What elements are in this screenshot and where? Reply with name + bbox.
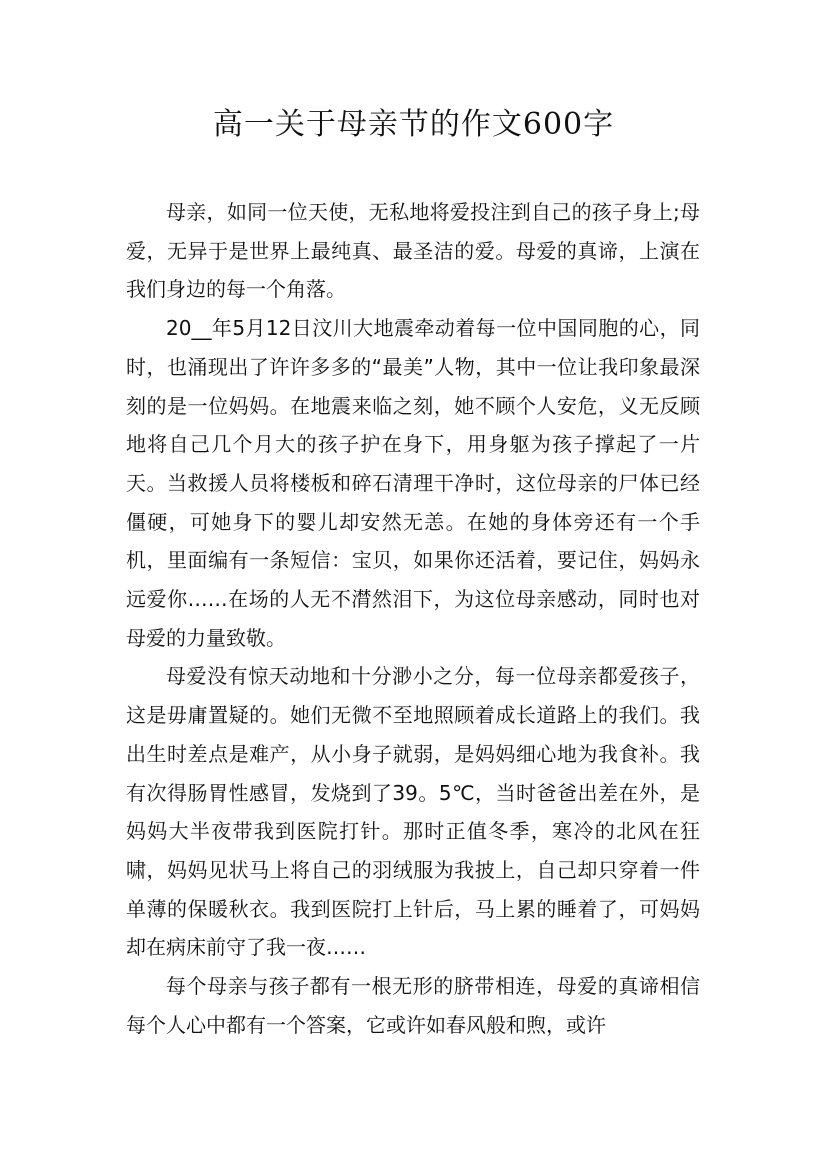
document-title: 高一关于母亲节的作文600字	[212, 107, 615, 142]
paragraph-1: 母亲，如同一位天使，无私地将爱投注到自己的孩子身上;母爱，无异于是世界上最纯真、最圣洁的爱。母爱的真谛，上演在我们身边的每一个角落。	[126, 200, 700, 302]
paragraph-4: 每个母亲与孩子都有一根无形的脐带相连，母爱的真谛相信每个人心中都有一个答案，它或许如春风般和煦，或许	[126, 974, 700, 1037]
document-body	[126, 193, 700, 1044]
paragraph-2: 20__年5月12日汶川大地震牵动着每一位中国同胞的心，同时，也涌现出了许许多多的“最美”人物，其中一位让我印象最深刻的是一位妈妈。在地震来临之刻，她不顾个人安危，义无反顾地将自己几个月大的孩子护在身下，用身躯为孩子撑起了一片天。当救援人员将楼板和碎石清理干净时，这位母亲的尸体已经僵硬，可她身下的婴儿却安然无恙。在她的身体旁还有一个手机，里面编有一条短信：宝贝，如果你还活着，要记住，妈妈永远爱你……在场的人无不潸然泪下，为这位母亲感动，同时也对母爱的力量致敬。	[126, 316, 700, 650]
paragraph-3: 母爱没有惊天动地和十分渺小之分，每一位母亲都爱孩子，这是毋庸置疑的。她们无微不至地照顾着成长道路上的我们。我出生时差点是难产，从小身子就弱，是妈妈细心地为我食补。我有次得肠胃性感冒，发烧到了39。5℃，当时爸爸出差在外，是妈妈大半夜带我到医院打针。那时正值冬季，寒冷的北风在狂啸，妈妈见状马上将自己的羽绒服为我披上，自己却只穿着一件单薄的保暖秋衣。我到医院打上针后，马上累的睡着了，可妈妈却在病床前守了我一夜……	[126, 664, 700, 960]
